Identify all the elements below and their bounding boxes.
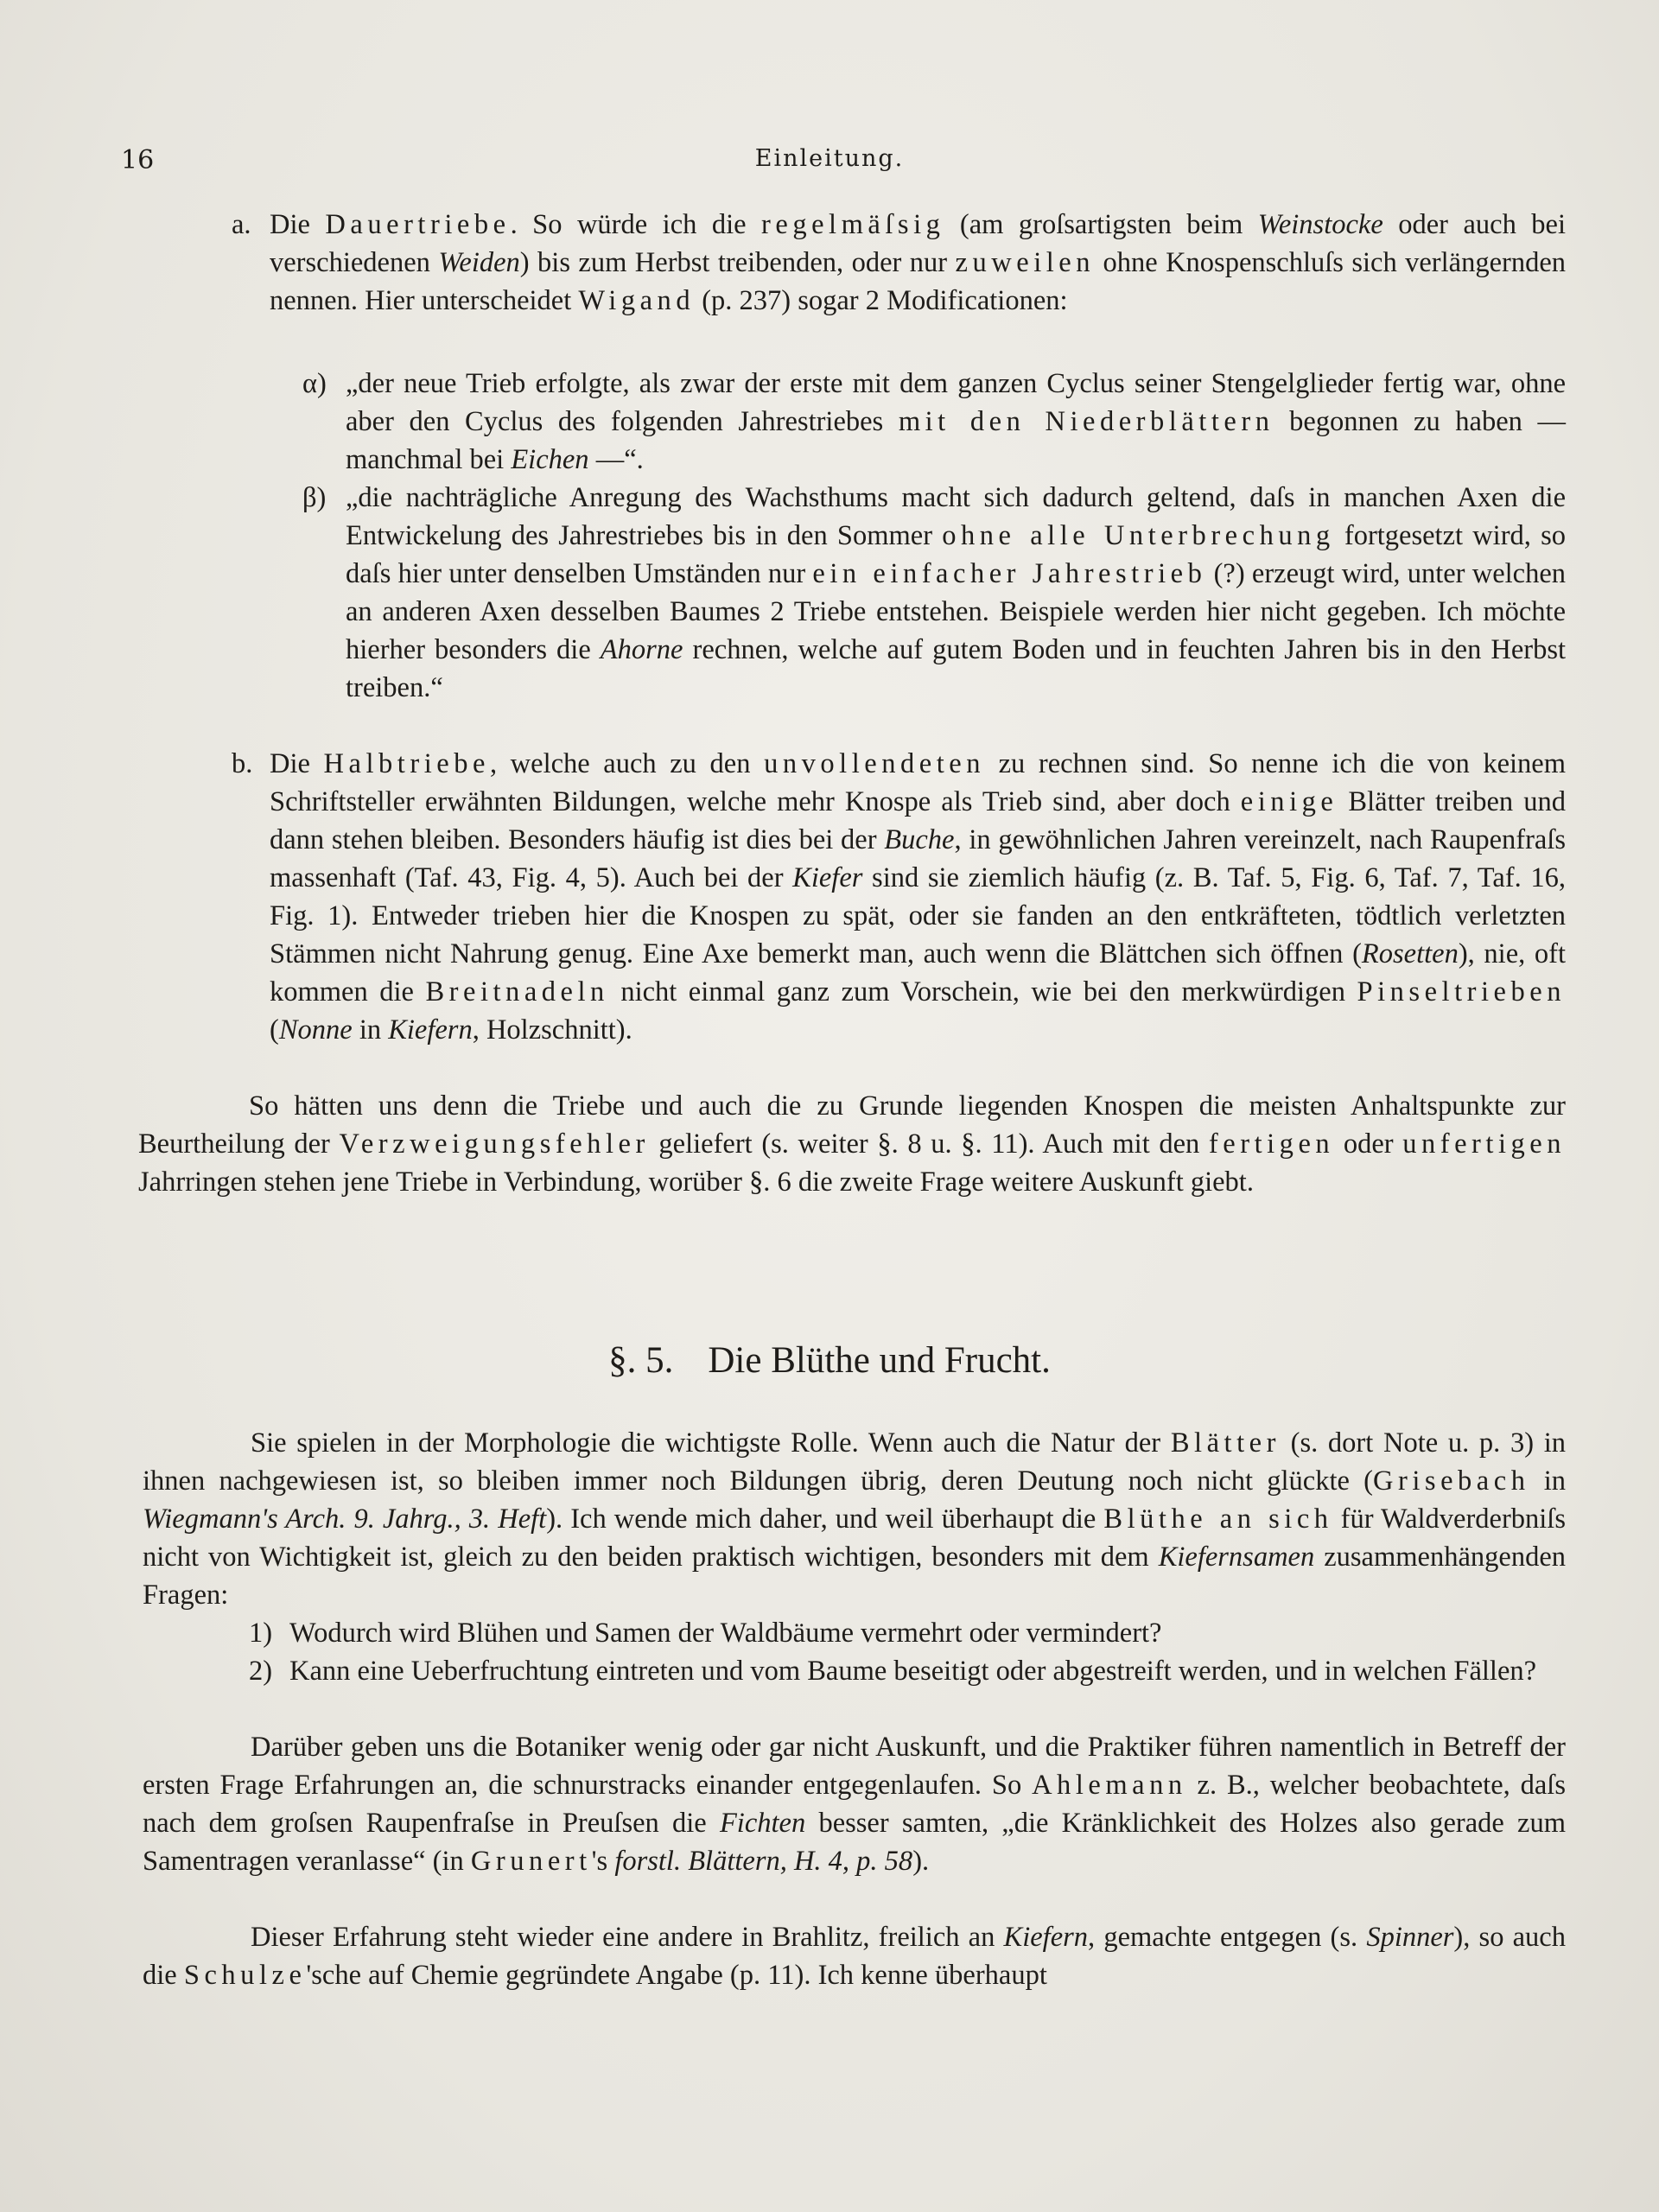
question-number: 1) (249, 1618, 273, 1649)
running-title: Einleitung. (754, 145, 905, 172)
page-number: 16 (121, 145, 155, 175)
question-number: 2) (249, 1656, 273, 1687)
paragraph-darueber: Darüber geben uns die Botaniker wenig oder gar nicht Auskunft, und die Praktiker führen namentlich in Betreff der ersten Frage Erfahrungen an, die schnurstracks einander entgegenlaufen. So Ahlemann z. B., welcher beobachtete, daſs nach dem groſsen Raupenfraſse in Preuſsen die Fichten besser samten, „die Kränklichkeit des Holzes also gerade zum Samentragen veranlasse“ (in Grunert's forstl. Blättern, H. 4, p. 58). (143, 1732, 1566, 1877)
paragraph-halbtriebe: Die Halbtriebe, welche auch zu den unvollendeten zu rechnen sind. So nenne ich die von keinem Schriftsteller erwähnten Bildungen, welche mehr Knospe als Trieb sind, aber doch einige Blätter treiben und dann stehen bleiben. Besonders häufig ist dies bei der Buche, in gewöhnlichen Jahren vereinzelt, nach Raupenfraſs massenhaft (Taf. 43, Fig. 4, 5). Auch bei der Kiefer sind sie ziemlich häufig (z. B. Taf. 5, Fig. 6, Taf. 7, Taf. 16, Fig. 1). Entweder trieben hier die Knospen zu spät, oder sie fanden an den entkräfteten, tödtlich verletzten Stämmen nicht Nahrung genug. Eine Axe bemerkt man, auch wenn die Blättchen sich öffnen (Rosetten), nie, oft kommen die Breitnadeln nicht einmal ganz zum Vorschein, wie bei den merkwürdigen Pinseltrieben (Nonne in Kiefern, Holzschnitt). (270, 748, 1566, 1046)
paragraph-dauertriebe: Die Dauertriebe. So würde ich die regelmäſsig (am groſsartigsten beim Weinstocke oder auch bei verschiedenen Weiden) bis zum Herbst treibenden, oder nur zuweilen ohne Knospenschluſs sich verlängernden nennen. Hier unterscheidet Wigand (p. 237) sogar 2 Modificationen: (270, 209, 1566, 316)
section-number: §. 5. (608, 1340, 674, 1381)
paragraph-dieser: Dieser Erfahrung steht wieder eine andere in Brahlitz, freilich an Kiefern, gemachte entgegen (s. Spinner), so auch die Schulze'sche auf Chemie gegründete Angabe (p. 11). Ich kenne überhaupt (143, 1922, 1566, 1991)
paragraph-intro: Sie spielen in der Morphologie die wichtigste Rolle. Wenn auch die Natur der Blätter (s. dort Note u. p. 3) in ihnen nachgewiesen ist, so bleiben immer noch Bildungen übrig, deren Deutung noch nicht glückte (Grisebach in Wiegmann's Arch. 9. Jahrg., 3. Heft). Ich wende mich daher, und weil überhaupt die Blüthe an sich für Waldverderbniſs nicht von Wichtigkeit ist, gleich zu den beiden praktisch wichtigen, besonders mit dem Kiefernsamen zusammenhängenden Fragen: (143, 1427, 1567, 1611)
item-label-beta: β) (302, 482, 327, 513)
question-item: Wodurch wird Blühen und Samen der Waldbäume vermehrt oder vermindert? (289, 1618, 1162, 1649)
paragraph-summary: So hätten uns denn die Triebe und auch die zu Grunde liegenden Knospen die meisten Anhaltspunkte zur Beurtheilung der Verzweigungsfehler geliefert (s. weiter §. 8 u. §. 11). Auch mit den fertigen oder unfertigen Jahrringen stehen jene Triebe in Verbindung, worüber §. 6 die zweite Frage weitere Auskunft giebt. (138, 1090, 1567, 1198)
item-label-b: b. (232, 748, 253, 779)
quote-beta: „die nachträgliche Anregung des Wachsthums macht sich dadurch geltend, daſs in manchen Axen die Entwickelung des Jahrestriebes bis in den Sommer ohne alle Unterbrechung fortgesetzt wird, so daſs hier unter denselben Umständen nur ein einfacher Jahrestrieb (?) erzeugt wird, unter welchen an anderen Axen desselben Baumes 2 Triebe entstehen. Beispiele werden hier nicht gegeben. Ich möchte hierher besonders die Ahorne rechnen, welche auf gutem Boden und in feuchten Jahren bis in den Herbst treiben.“ (346, 482, 1566, 703)
section-title: Die Blüthe und Frucht. (708, 1340, 1051, 1381)
question-item: Kann eine Ueberfruchtung eintreten und vom Baume beseitigt oder abgestreift werden, und in welchen Fällen? (289, 1656, 1537, 1687)
quote-alpha: „der neue Trieb erfolgte, als zwar der erste mit dem ganzen Cyclus seiner Stengelglieder fertig war, ohne aber den Cyclus des folgenden Jahrestriebes mit den Niederblättern begonnen zu haben — manchmal bei Eichen —“. (346, 368, 1566, 475)
item-label-alpha: α) (302, 368, 327, 399)
item-label-a: a. (232, 209, 251, 240)
section-heading (0, 1339, 1659, 1382)
